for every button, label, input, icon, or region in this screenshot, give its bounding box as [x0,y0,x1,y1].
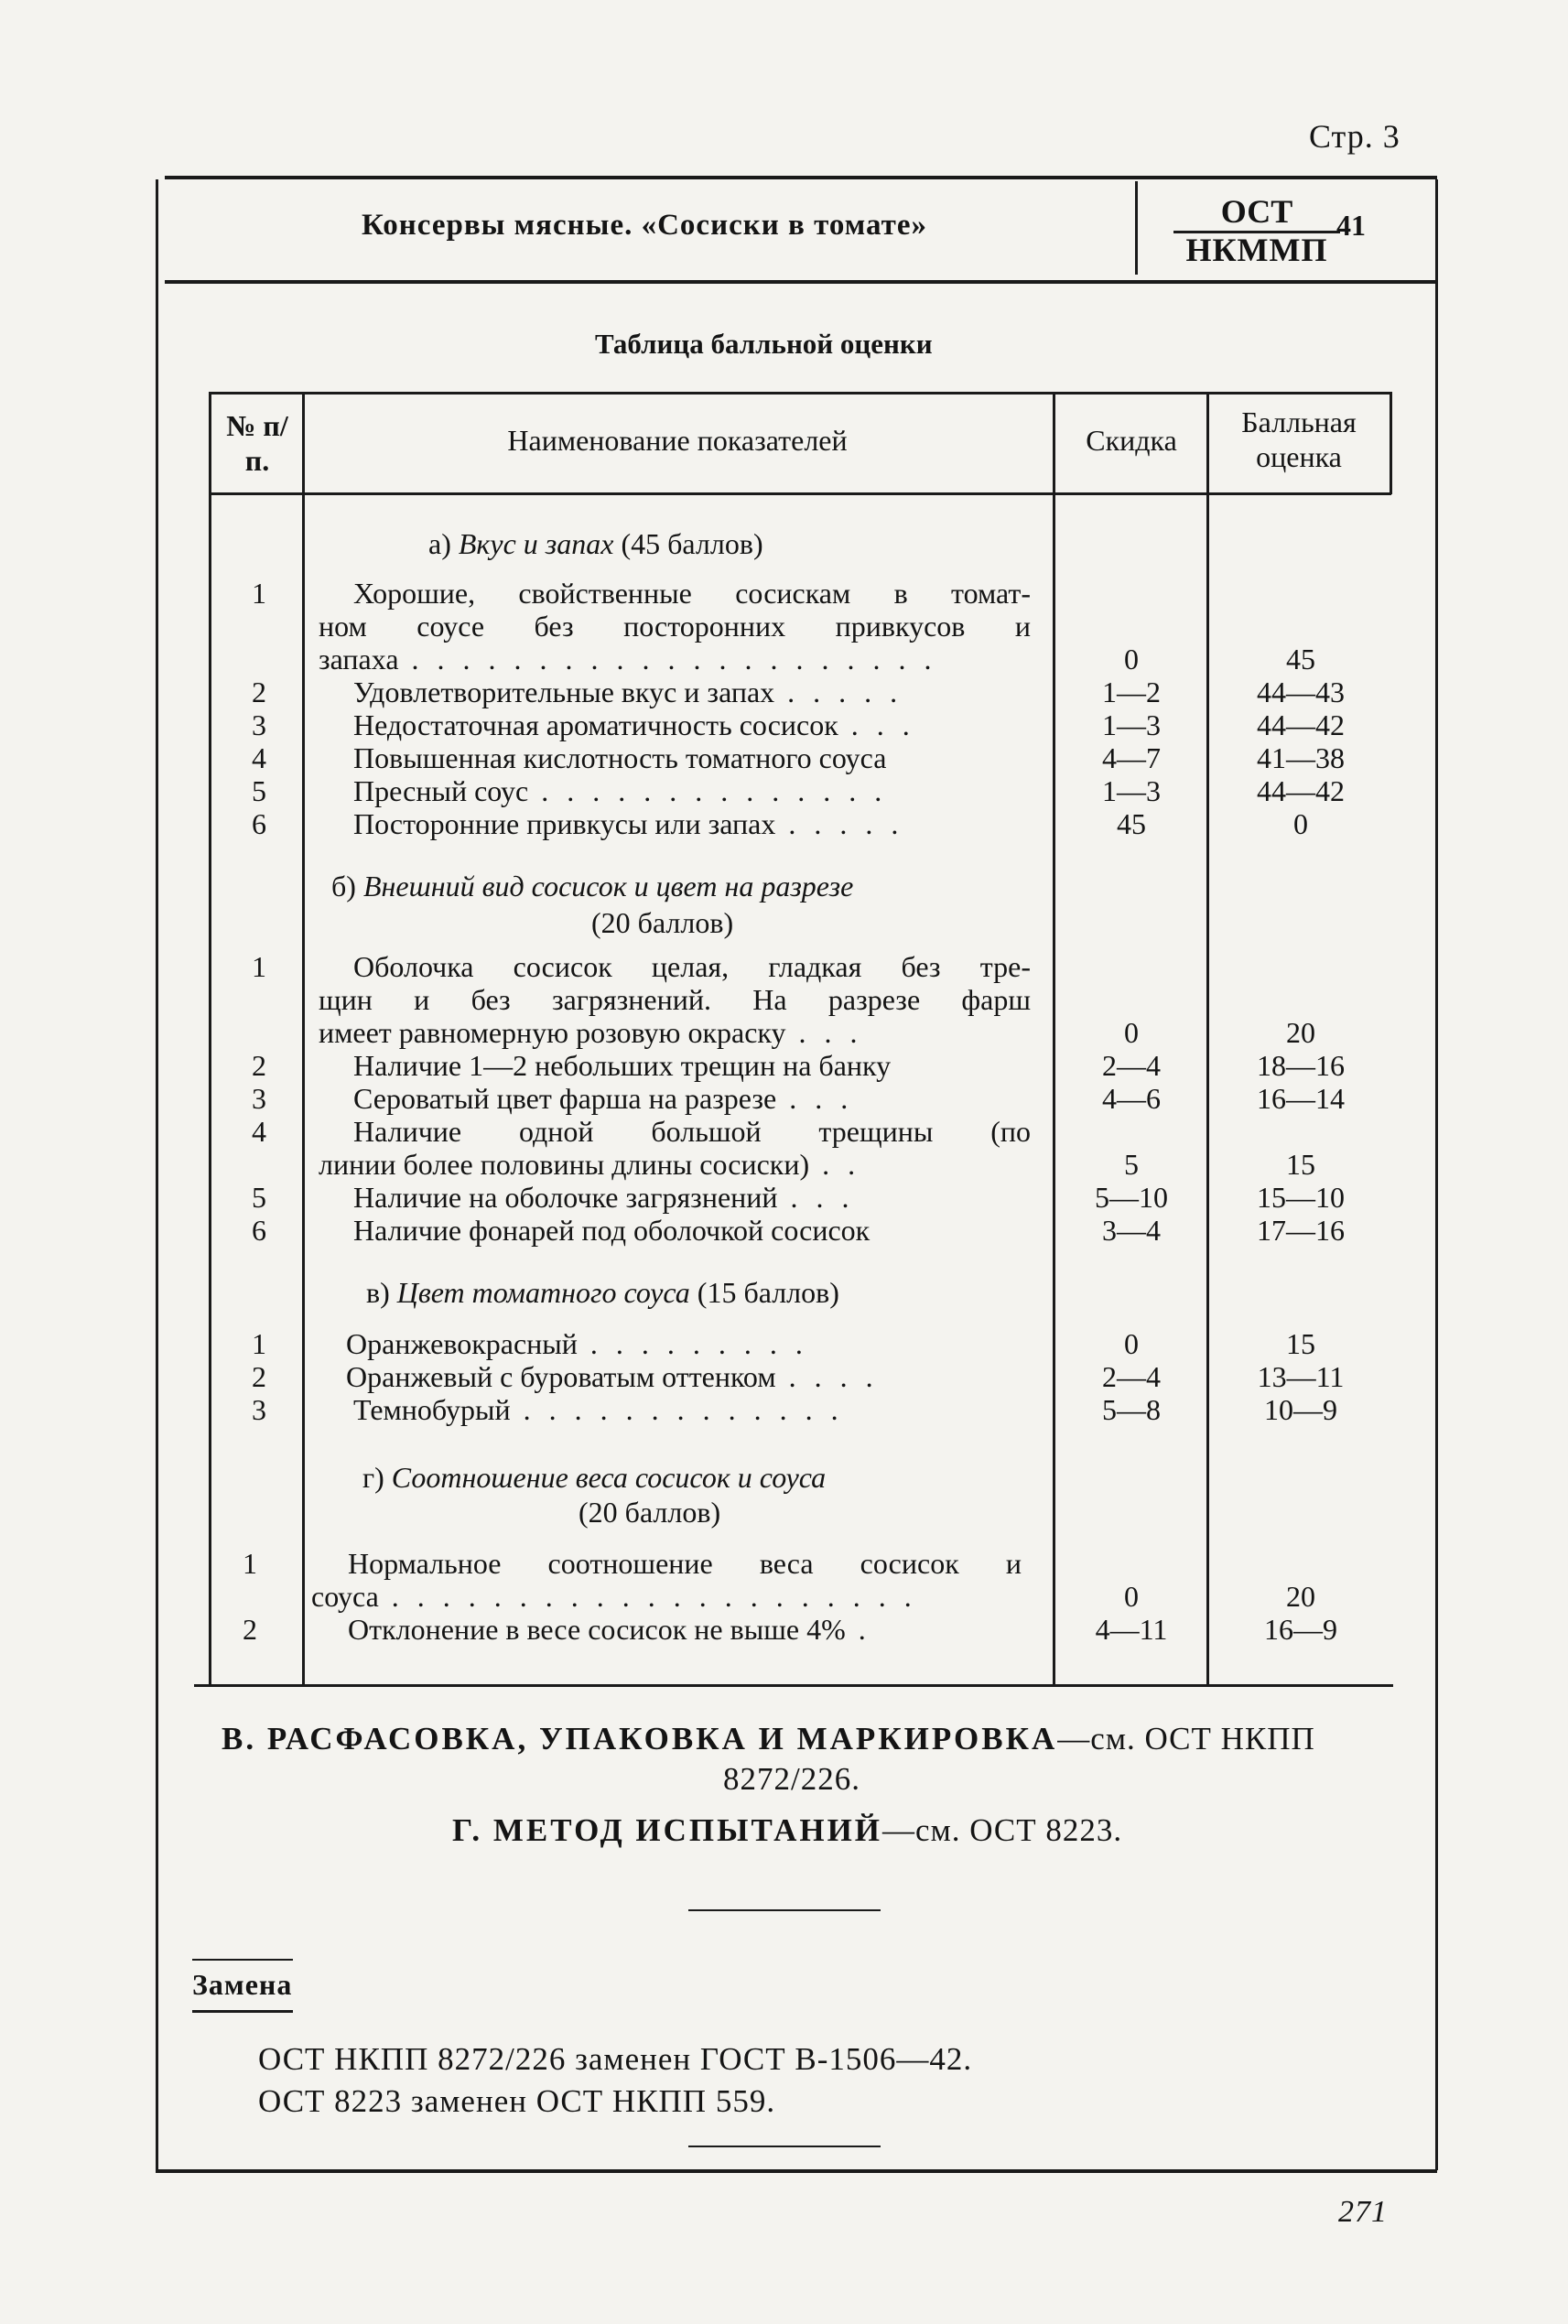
row-text [353,708,915,742]
section-b-points: (20 баллов) [591,906,734,939]
leader-dots: . . . [838,708,915,741]
column-header-discount: Скидка [1086,424,1177,457]
row-text-last: запаха [319,643,399,676]
row-discount: 5—8 [1102,1393,1161,1426]
row-text [353,1393,844,1427]
row-number: 1 [252,950,266,983]
row-text-last: соуса [311,1580,379,1613]
section-c-title: Цвет томатного соуса [396,1276,690,1309]
leader-dots: . . . . . [774,676,903,708]
row-number: 1 [243,1547,257,1580]
section-a-points: (45 баллов) [621,527,763,560]
row-discount: 2—4 [1102,1360,1161,1393]
row-number: 2 [252,1049,266,1082]
leader-dots: . . . . . . . . . . . . . [510,1393,844,1426]
page-number-bottom: 271 [1338,2195,1388,2229]
replacement-heading-rule-bottom [192,2010,293,2013]
leader-dots: . . . . [775,1360,879,1393]
row-text-last: имеет равномерную розовую окраску [319,1016,786,1049]
section-a-prefix: а) [428,527,451,560]
row-text: Оболочка сосисок целая, гладкая без тре- [353,950,1031,983]
separator-rule [688,1909,881,1911]
section-v-line1 [222,1721,1315,1757]
section-b-prefix: б) [331,870,356,903]
replacement-heading-rule-top [192,1959,293,1961]
row-text-last: Пресный соус [353,774,529,807]
row-text [319,643,937,676]
section-g-heading: Г. МЕТОД ИСПЫТАНИЙ [452,1812,883,1848]
section-v-reference: —см. ОСТ НКПП [1057,1721,1315,1757]
row-text [353,676,903,709]
section-a-title: Вкус и запах [458,527,614,560]
row-score: 10—9 [1264,1393,1337,1426]
header-code-top: ОСТ [1220,193,1293,230]
row-text-last: Отклонение в весе сосисок не выше 4% [348,1613,846,1646]
row-text: Нормальное соотношение веса сосисок и [348,1547,1022,1580]
row-text [346,1360,879,1394]
row-text: Наличие фонарей под оболочкой сосисок [353,1214,871,1247]
row-score: 17—16 [1257,1214,1345,1247]
row-score: 16—9 [1264,1613,1337,1646]
row-number: 5 [252,1181,266,1214]
column-header-name: Наименование показателей [507,424,848,457]
row-discount: 2—4 [1102,1049,1161,1082]
table-title: Таблица балльной оценки [595,328,933,360]
section-c-label [366,1276,839,1310]
leader-dots: . . . [776,1082,854,1115]
table-right-rule [1390,392,1392,494]
row-text: ном соусе без посторонних привкусов и [319,610,1031,643]
separator-rule [688,2146,881,2147]
row-discount: 1—2 [1102,676,1161,708]
row-discount: 0 [1124,1327,1139,1360]
table-col-rule-3 [1206,392,1209,1684]
row-text-last: Темнобурый [353,1393,511,1426]
leader-dots: . . . . . [775,807,904,840]
table-col-rule-2 [1053,392,1055,1684]
leader-dots: . . . . . . . . . . . . . . [528,774,888,807]
row-score: 20 [1286,1580,1315,1613]
section-g-line [452,1812,1122,1849]
leader-dots: . . . [785,1016,863,1049]
row-number: 5 [252,774,266,807]
table-top-rule [209,392,1391,395]
row-score: 0 [1293,807,1308,840]
row-discount: 5 [1124,1148,1139,1181]
header-top-rule [165,176,1437,179]
section-d-prefix: г) [362,1461,384,1494]
column-header-score: Балльная оценка [1241,405,1357,473]
row-text-last: Посторонние привкусы или запах [353,807,776,840]
row-score: 16—14 [1257,1082,1345,1115]
page-left-rule [156,179,158,2170]
row-discount: 4—7 [1102,741,1161,774]
section-a-label [428,527,763,561]
row-text [353,807,903,841]
leader-dots: . . . . . . . . . . . . . . . . . . . . . [398,643,937,676]
row-score: 13—11 [1257,1360,1345,1393]
row-number: 3 [252,1082,266,1115]
section-b-title: Внешний вид сосисок и цвет на разрезе [362,870,854,903]
header-code-bottom: НКММП [1185,232,1328,268]
row-text: Наличие 1—2 небольших трещин на банку [353,1049,892,1082]
replacement-heading: Замена [192,1968,293,2001]
row-discount: 1—3 [1102,774,1161,807]
row-score: 44—42 [1257,708,1345,741]
row-text-last: Сероватый цвет фарша на разрезе [353,1082,777,1115]
section-v-line2: 8272/226. [723,1761,860,1797]
row-text: Хорошие, свойственные сосискам в томат- [353,577,1031,610]
header-code-number: 41 [1336,209,1366,242]
row-score: 15—10 [1257,1181,1345,1214]
row-text [353,774,887,808]
leader-dots: . . . [777,1181,855,1214]
row-text-last: Недостаточная ароматичность сосисок [353,708,838,741]
section-d-title: Соотношение веса сосисок и соуса [391,1461,827,1494]
row-number: 4 [252,1115,266,1148]
row-score: 45 [1286,643,1315,676]
row-number: 4 [252,741,266,774]
row-number: 6 [252,807,266,840]
row-discount: 45 [1117,807,1146,840]
leader-dots: . . . . . . . . . [577,1327,808,1360]
row-number: 1 [252,577,266,610]
row-discount: 0 [1124,643,1139,676]
row-text [353,1181,855,1215]
section-d-points: (20 баллов) [579,1496,721,1529]
row-text-last: Оранжевокрасный [346,1327,578,1360]
row-text [348,1613,871,1647]
row-text-last: Удовлетворительные вкус и запах [353,676,775,708]
row-score: 15 [1286,1148,1315,1181]
row-number: 3 [252,708,266,741]
page-right-rule [1435,179,1438,2170]
section-c-prefix: в) [366,1276,390,1309]
row-number: 2 [252,676,266,708]
replacement-line: ОСТ 8223 заменен ОСТ НКПП 559. [258,2083,776,2119]
row-text [346,1327,808,1361]
row-number: 2 [243,1613,257,1646]
row-number: 3 [252,1393,266,1426]
leader-dots: . . [809,1148,861,1181]
table-bottom-rule [194,1684,1393,1687]
row-score: 41—38 [1257,741,1345,774]
row-discount: 1—3 [1102,708,1161,741]
row-score: 18—16 [1257,1049,1345,1082]
header-divider [1135,181,1138,275]
row-text [311,1580,917,1614]
row-number: 1 [252,1327,266,1360]
section-b-label [331,870,853,903]
section-g-reference: —см. ОСТ 8223. [882,1812,1123,1848]
row-text [319,1016,863,1050]
row-text: щин и без загрязнений. На разрезе фарш [319,983,1031,1016]
row-score: 44—43 [1257,676,1345,708]
row-number: 6 [252,1214,266,1247]
table-left-rule [209,392,211,1684]
section-d-label [362,1461,826,1495]
header-title: Консервы мясные. «Сосиски в томате» [362,209,927,242]
row-text: Наличие одной большой трещины (по [353,1115,1031,1148]
row-discount: 0 [1124,1016,1139,1049]
row-discount: 5—10 [1095,1181,1168,1214]
row-discount: 3—4 [1102,1214,1161,1247]
row-number: 2 [252,1360,266,1393]
row-text [353,1082,853,1116]
header-bottom-rule [165,280,1437,284]
leader-dots: . [845,1613,871,1646]
leader-dots: . . . . . . . . . . . . . . . . . . . . . [378,1580,917,1613]
section-c-points: (15 баллов) [697,1276,839,1309]
replacement-line: ОСТ НКПП 8272/226 заменен ГОСТ В-1506—42. [258,2041,973,2077]
row-text-last: Оранжевый с буроватым оттенком [346,1360,776,1393]
row-discount: 4—6 [1102,1082,1161,1115]
row-score: 15 [1286,1327,1315,1360]
row-text: Повышенная кислотность томатного соуса [353,741,887,774]
section-v-heading: В. РАСФАСОВКА, УПАКОВКА И МАРКИРОВКА [222,1721,1058,1757]
row-text-last: Наличие на оболочке загрязнений [353,1181,778,1214]
row-discount: 0 [1124,1580,1139,1613]
row-text [319,1148,860,1182]
row-score: 20 [1286,1016,1315,1049]
table-header-rule [209,492,1391,495]
column-header-num: № п/п. [226,409,288,477]
row-discount: 4—11 [1095,1613,1168,1646]
table-col-rule-1 [302,392,305,1684]
row-text-last: линии более половины длины сосиски) [319,1148,810,1181]
page-bottom-rule [156,2169,1437,2173]
page-number-top: Стр. 3 [1309,118,1400,155]
row-score: 44—42 [1257,774,1345,807]
